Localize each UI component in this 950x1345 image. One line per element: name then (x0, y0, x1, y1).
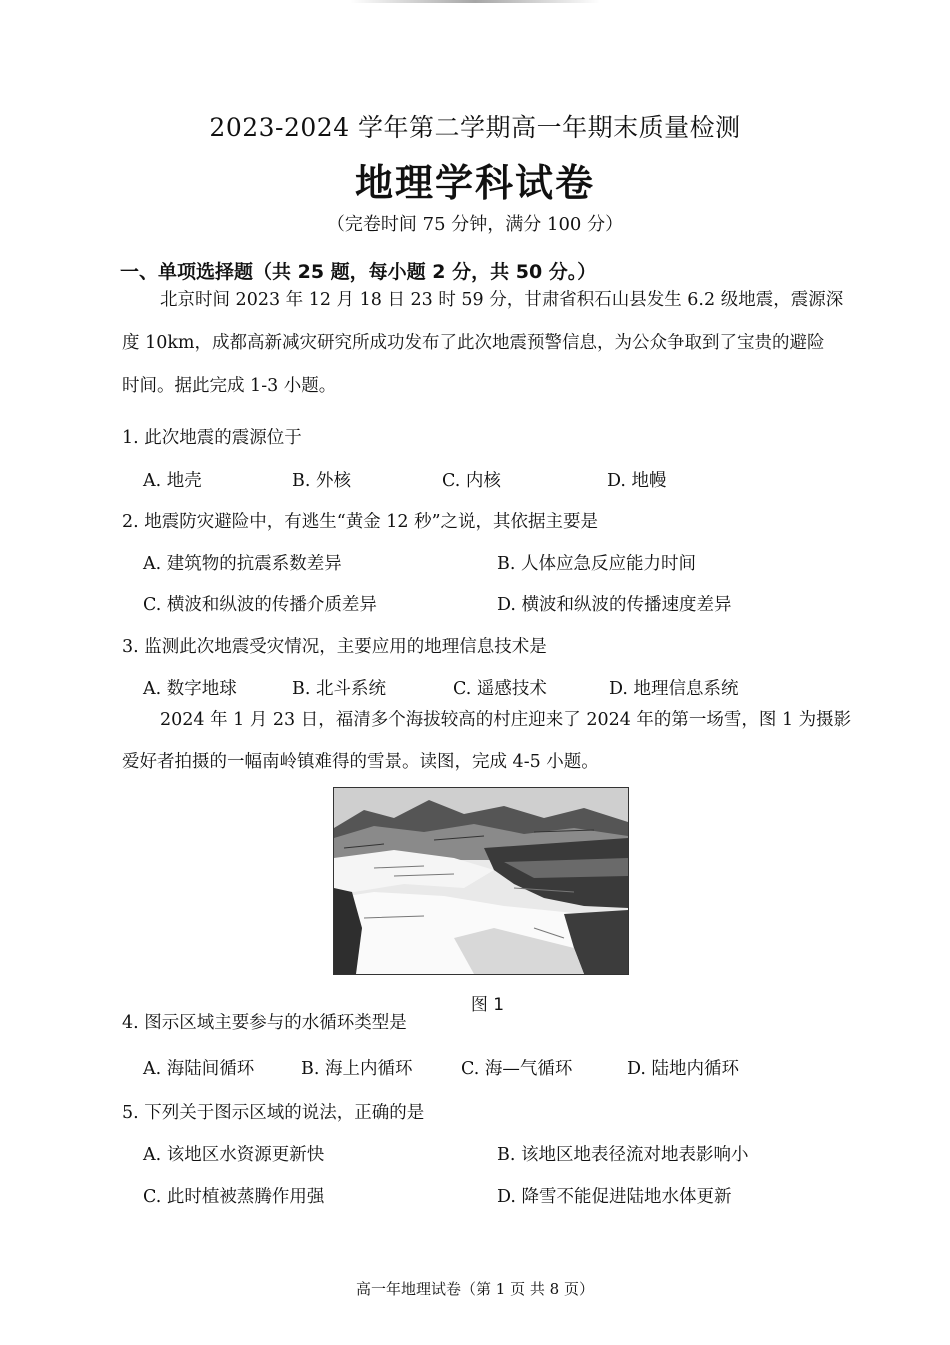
question-4-option-b: B. 海上内循环 (301, 1059, 413, 1079)
question-3-option-d: D. 地理信息系统 (609, 679, 739, 699)
passage1-line1: 北京时间 2023 年 12 月 18 日 23 时 59 分，甘肃省积石山县发生 6.2 级地震，震源深 (160, 290, 844, 310)
question-5-option-b: B. 该地区地表径流对地表影响小 (497, 1145, 749, 1165)
question-1-option-a: A. 地壳 (143, 471, 202, 491)
exam-info: （完卷时间 75 分钟，满分 100 分） (326, 214, 624, 235)
question-4-option-a: A. 海陆间循环 (143, 1059, 255, 1079)
question-3-option-a: A. 数字地球 (143, 679, 237, 699)
question-2-option-a: A. 建筑物的抗震系数差异 (143, 554, 342, 574)
question-4-option-c: C. 海—气循环 (461, 1059, 573, 1079)
question-4-stem: 4. 图示区域主要参与的水循环类型是 (122, 1013, 407, 1033)
subject-title: 地理学科试卷 (354, 161, 595, 205)
question-3-option-c: C. 遥感技术 (453, 679, 547, 699)
question-3-stem: 3. 监测此次地震受灾情况，主要应用的地理信息技术是 (122, 637, 547, 657)
passage2-line2: 爱好者拍摄的一幅南岭镇难得的雪景。读图，完成 4-5 小题。 (122, 752, 599, 772)
question-1-option-c: C. 内核 (442, 471, 501, 491)
question-1-option-d: D. 地幔 (607, 471, 667, 491)
question-5-option-d: D. 降雪不能促进陆地水体更新 (497, 1187, 732, 1207)
exam-title: 2023-2024 学年第二学期高一年期末质量检测 (209, 113, 741, 142)
question-2-option-b: B. 人体应急反应能力时间 (497, 554, 696, 574)
question-1-option-b: B. 外核 (292, 471, 351, 491)
figure-caption: 图 1 (470, 995, 505, 1015)
question-1-stem: 1. 此次地震的震源位于 (122, 428, 302, 448)
section-heading: 一、单项选择题（共 25 题，每小题 2 分，共 50 分。） (120, 261, 597, 283)
question-5-stem: 5. 下列关于图示区域的说法，正确的是 (122, 1103, 425, 1123)
passage1-line2: 度 10km，成都高新减灾研究所成功发布了此次地震预警信息，为公众争取到了宝贵的避险 (122, 333, 825, 353)
question-5-option-a: A. 该地区水资源更新快 (143, 1145, 325, 1165)
page-footer: 高一年地理试卷（第 1 页 共 8 页） (356, 1280, 594, 1298)
snow-landscape-drawing (334, 788, 628, 974)
question-5-option-c: C. 此时植被蒸腾作用强 (143, 1187, 325, 1207)
question-4-option-d: D. 陆地内循环 (627, 1059, 740, 1079)
question-2-option-c: C. 横波和纵波的传播介质差异 (143, 595, 377, 615)
question-2-stem: 2. 地震防灾避险中，有逃生“黄金 12 秒”之说，其依据主要是 (122, 512, 599, 532)
snow-landscape-photo (333, 787, 629, 975)
question-3-option-b: B. 北斗系统 (292, 679, 386, 699)
question-2-option-d: D. 横波和纵波的传播速度差异 (497, 595, 732, 615)
scan-top-mark (350, 0, 600, 3)
passage2-line1: 2024 年 1 月 23 日，福清多个海拔较高的村庄迎来了 2024 年的第一场雪，图 1 为摄影 (160, 710, 852, 730)
passage1-line3: 时间。据此完成 1-3 小题。 (122, 376, 337, 396)
